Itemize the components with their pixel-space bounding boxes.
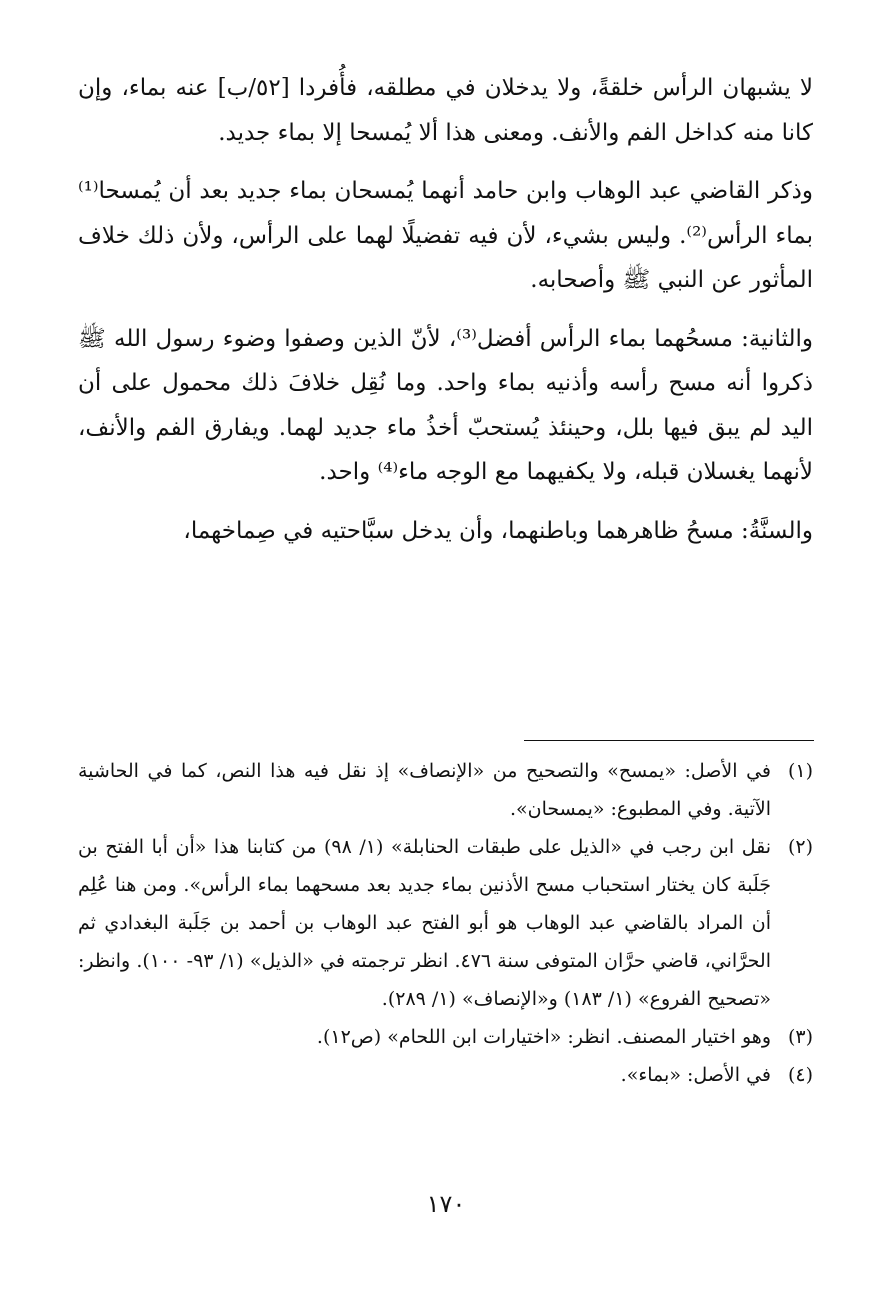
paragraph-1: لا يشبهان الرأس خلقةً، ولا يدخلان في مطلقه، فأُفردا [٥٢/ب] عنه بماء، وإن كانا منه كداخل الفم والأنف. ومعنى هذا ألا يُمسحا إلا بماء جديد.	[78, 75, 814, 146]
footnote-number: (١)	[787, 760, 813, 782]
page-number: ١٧٠	[426, 1190, 466, 1218]
footnote-text: وهو اختيار المصنف. انظر: «اختيارات ابن اللحام» (ص١٢).	[316, 1026, 771, 1048]
paragraph-2: وذكر القاضي عبد الوهاب وابن حامد أنهما يُمسحان بماء جديد بعد أن يُمسحا⁽¹⁾ بماء الرأس⁽²⁾. وليس بشيء، لأن فيه تفضيلًا لهما على الرأس، ولأن ذلك خلاف المأثور عن النبي ﷺ وأصحابه.	[78, 178, 813, 293]
main-text	[78, 66, 813, 553]
paragraph-3: والثانية: مسحُهما بماء الرأس أفضل⁽³⁾، لأنّ الذين وصفوا وضوء رسول الله ﷺ ذكروا أنه مسح رأسه وأذنيه بماء واحد. وما نُقِل خلافَ ذلك محمول على أن اليد لم يبق فيها بلل، وحينئذ يُستحبّ أخذُ ماء جديد لهما. ويفارق الفم والأنف، لأنهما يغسلان قبله، ولا يكفيهما مع الوجه ماء⁽⁴⁾ واحد.	[78, 325, 813, 485]
paragraph-4: والسنَّةُ: مسحُ ظاهرهما وباطنهما، وأن يدخل سبَّاحتيه في صِماخهما،	[183, 517, 813, 544]
footnote-text: نقل ابن رجب في «الذيل على طبقات الحنابلة» (١/ ٩٨) من كتابنا هذا «أن أبا الفتح بن جَلَبة كان يختار استحباب مسح الأذنين بماء جديد بعد مسحهما بماء الرأس». ومن هنا عُلِم أن المراد بالقاضي عبد الوهاب هو أبو الفتح عبد الوهاب بن أحمد بن جَلَبة البغدادي ثم الحرَّاني، قاضي حرَّان المتوفى سنة ٤٧٦. انظر ترجمته في «الذيل» (١/ ٩٣- ١٠٠). وانظر: «تصحيح الفروع» (١/ ١٨٣) و«الإنصاف» (١/ ٢٨٩).	[78, 836, 771, 1010]
footnote-2	[78, 828, 813, 1018]
footnote-1	[78, 752, 813, 828]
footnote-4	[78, 1056, 813, 1094]
footnote-number: (٣)	[787, 1026, 813, 1048]
footnote-text: في الأصل: «يمسح» والتصحيح من «الإنصاف» إذ نقل فيه هذا النص، كما في الحاشية الآتية. وفي المطبوع: «يمسحان».	[78, 760, 771, 820]
footnote-3	[78, 1018, 813, 1056]
footnote-text: في الأصل: «بماء».	[620, 1064, 771, 1086]
footnote-number: (٤)	[787, 1064, 813, 1086]
footnote-number: (٢)	[787, 836, 813, 858]
footnote-separator	[524, 740, 814, 741]
footnotes	[78, 752, 813, 1094]
